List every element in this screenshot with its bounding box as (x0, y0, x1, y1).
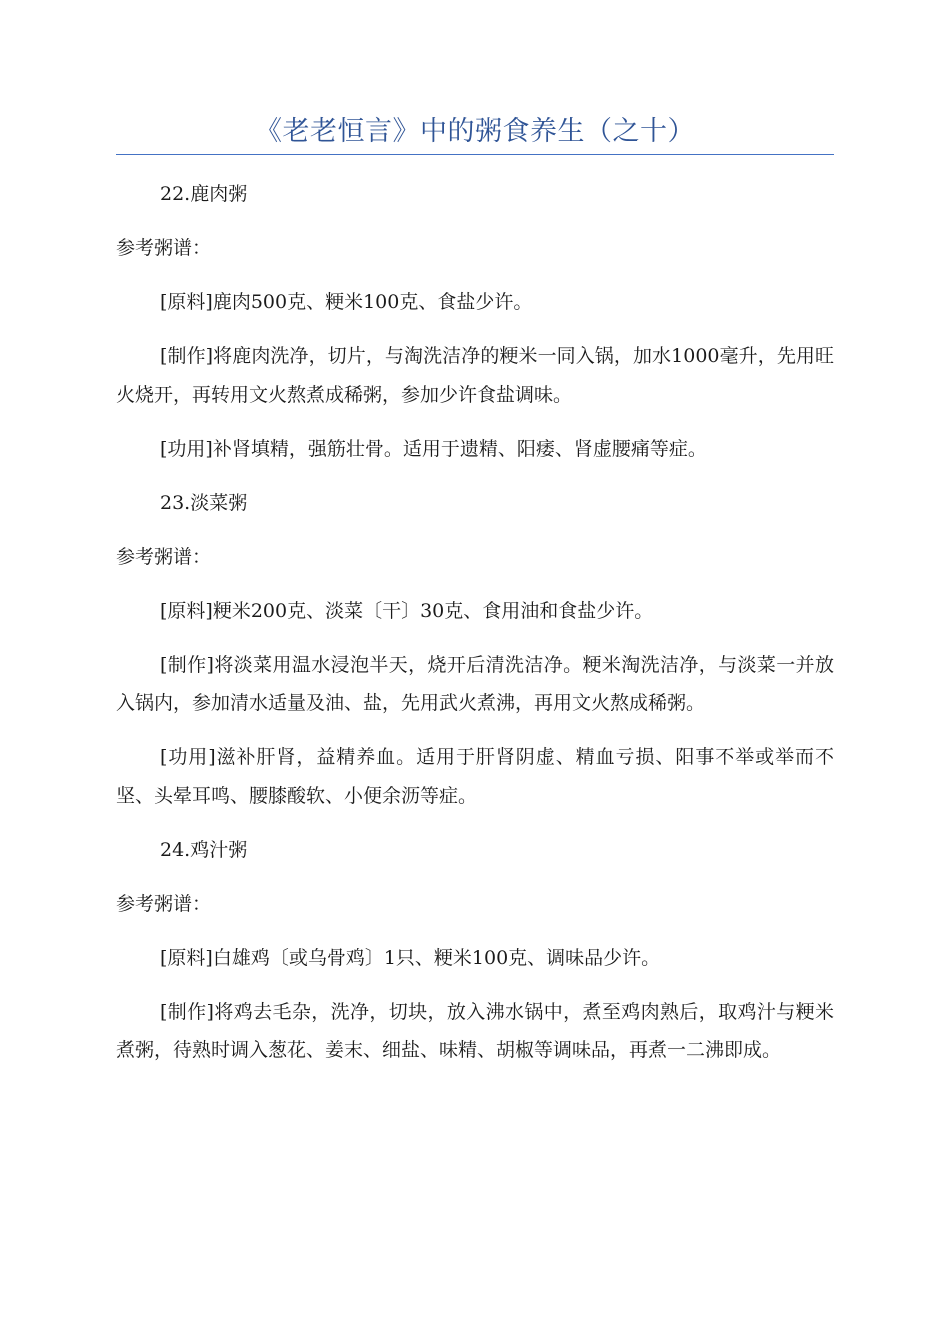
preparation-paragraph: [制作]将淡菜用温水浸泡半天，烧开后清洗洁净。粳米淘洗洁净，与淡菜一并放入锅内，参加清水适量及油、盐，先用武火煮沸，再用文火熬成稀粥。 (116, 653, 834, 714)
recipe-label: 参考粥谱： (116, 237, 212, 259)
title-underline (116, 154, 834, 155)
document-body (116, 175, 834, 1085)
effects-paragraph: [功用]滋补肝肾，益精养血。适用于肝肾阴虚、精血亏损、阳事不举或举而不坚、头晕耳鸣、腰膝酸软、小便余沥等症。 (116, 746, 834, 807)
page-title: 《老老恒言》中的粥食养生（之十） (255, 116, 695, 147)
preparation-paragraph: [制作]将鹿肉洗净，切片，与淘洗洁净的粳米一同入锅，加水1000毫升，先用旺火烧开，再转用文火熬煮成稀粥，参加少许食盐调味。 (116, 345, 834, 406)
section-heading-23: 23.淡菜粥 (160, 491, 248, 514)
ingredients-paragraph: [原料]鹿肉500克、粳米100克、食盐少许。 (160, 291, 533, 313)
ingredients-paragraph: [原料]白雄鸡〔或乌骨鸡〕1只、粳米100克、调味品少许。 (160, 946, 661, 969)
ingredients-paragraph: [原料]粳米200克、淡菜〔干〕30克、食用油和食盐少许。 (160, 599, 654, 622)
section-heading-24: 24.鸡汁粥 (160, 838, 248, 861)
recipe-label: 参考粥谱： (116, 545, 212, 568)
effects-paragraph: [功用]补肾填精，强筋壮骨。适用于遗精、阳痿、肾虚腰痛等症。 (160, 437, 707, 460)
section-heading-22: 22.鹿肉粥 (160, 183, 248, 205)
preparation-paragraph: [制作]将鸡去毛杂，洗净，切块，放入沸水锅中，煮至鸡肉熟后，取鸡汁与粳米煮粥，待熟时调入葱花、姜末、细盐、味精、胡椒等调味品，再煮一二沸即成。 (116, 1000, 834, 1061)
recipe-label: 参考粥谱： (116, 892, 212, 915)
